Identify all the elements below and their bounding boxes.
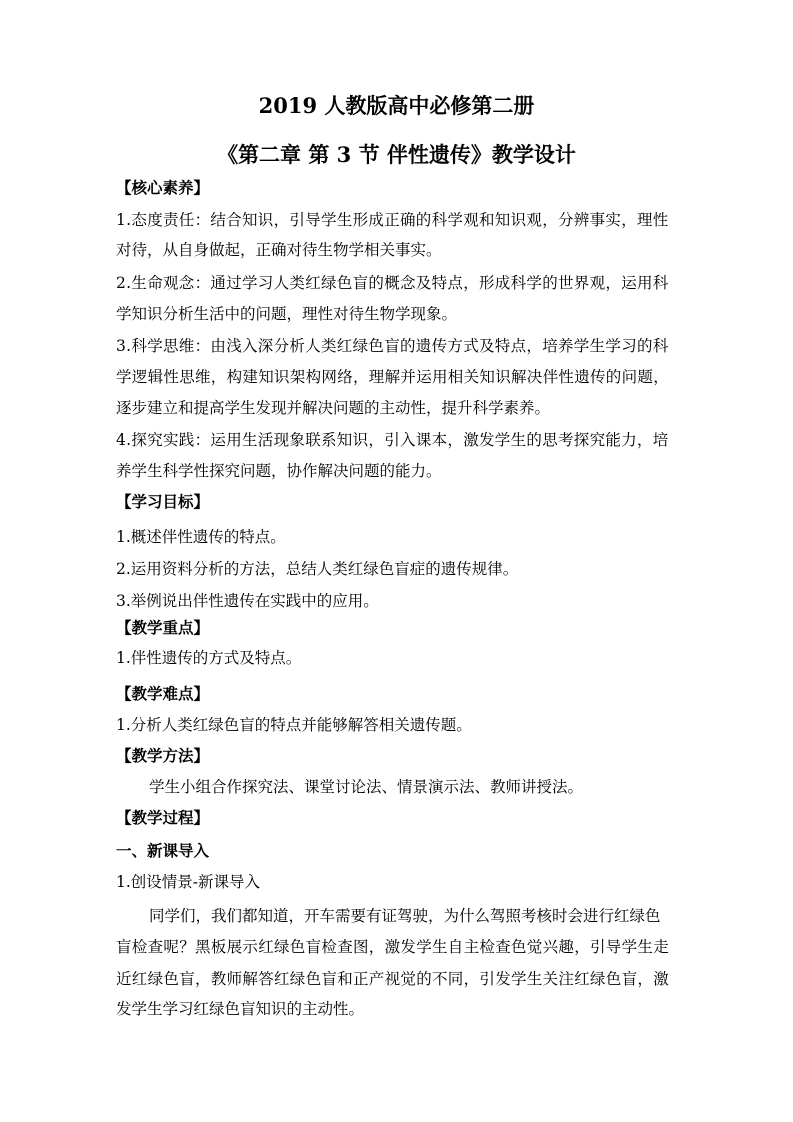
document-title: 2019 人教版高中必修第二册 xyxy=(258,93,535,118)
paragraph-line: 4.探究实践：运用生活现象联系知识，引入课本，激发学生的思考探究能力，培 xyxy=(116,431,669,449)
paragraph-line: 逐步建立和提高学生发现并解决问题的主动性，提升科学素养。 xyxy=(116,399,551,417)
paragraph-line: 盲检查呢？黑板展示红绿色盲检查图，激发学生自主检查色觉兴趣，引导学生走 xyxy=(116,938,670,956)
section-heading-methods: 【教学方法】 xyxy=(116,746,210,765)
paragraph-line: 同学们，我们都知道，开车需要有证驾驶，为什么驾照考核时会进行红绿色 xyxy=(149,907,661,925)
paragraph-line: 学生小组合作探究法、课堂讨论法、情景演示法、教师讲授法。 xyxy=(149,778,584,796)
document-subtitle: 《第二章 第 3 节 伴性遗传》教学设计 xyxy=(217,142,576,167)
paragraph-line: 2.运用资料分析的方法，总结人类红绿色盲症的遗传规律。 xyxy=(116,560,519,578)
paragraph-line: 对待，从自身做起，正确对待生物学相关事实。 xyxy=(116,241,442,259)
paragraph-line: 1.伴性遗传的方式及特点。 xyxy=(116,649,302,667)
paragraph-line: 近红绿色盲，教师解答红绿色盲和正产视觉的不同，引发学生关注红绿色盲，激 xyxy=(116,970,670,988)
section-heading-process: 【教学过程】 xyxy=(116,808,210,827)
section-heading-goals: 【学习目标】 xyxy=(116,492,210,511)
paragraph-line: 养学生科学性探究问题，协作解决问题的能力。 xyxy=(116,462,442,480)
section-heading-key: 【教学重点】 xyxy=(116,618,210,637)
paragraph-line: 发学生学习红绿色盲知识的主动性。 xyxy=(116,1000,365,1018)
paragraph-line: 1.分析人类红绿色盲的特点并能够解答相关遗传题。 xyxy=(116,716,472,734)
paragraph-line: 1.概述伴性遗传的特点。 xyxy=(116,528,286,546)
paragraph-line: 学逻辑性思维，构建知识架构网络，理解并运用相关知识解决伴性遗传的问题， xyxy=(116,368,670,386)
paragraph-line: 1.创设情景-新课导入 xyxy=(116,873,261,891)
paragraph-line: 学知识分析生活中的问题，理性对待生物学现象。 xyxy=(116,305,458,323)
paragraph-line: 1.态度责任：结合知识，引导学生形成正确的科学观和知识观，分辨事实，理性 xyxy=(116,211,669,229)
section-heading-difficulty: 【教学难点】 xyxy=(116,684,210,703)
section-heading-core: 【核心素养】 xyxy=(116,178,210,197)
subsection-heading: 一、新课导入 xyxy=(116,841,210,860)
paragraph-line: 2.生命观念：通过学习人类红绿色盲的概念及特点，形成科学的世界观，运用科 xyxy=(116,274,669,292)
paragraph-line: 3.科学思维：由浅入深分析人类红绿色盲的遗传方式及特点，培养学生学习的科 xyxy=(116,337,669,355)
paragraph-line: 3.举例说出伴性遗传在实践中的应用。 xyxy=(116,592,379,610)
